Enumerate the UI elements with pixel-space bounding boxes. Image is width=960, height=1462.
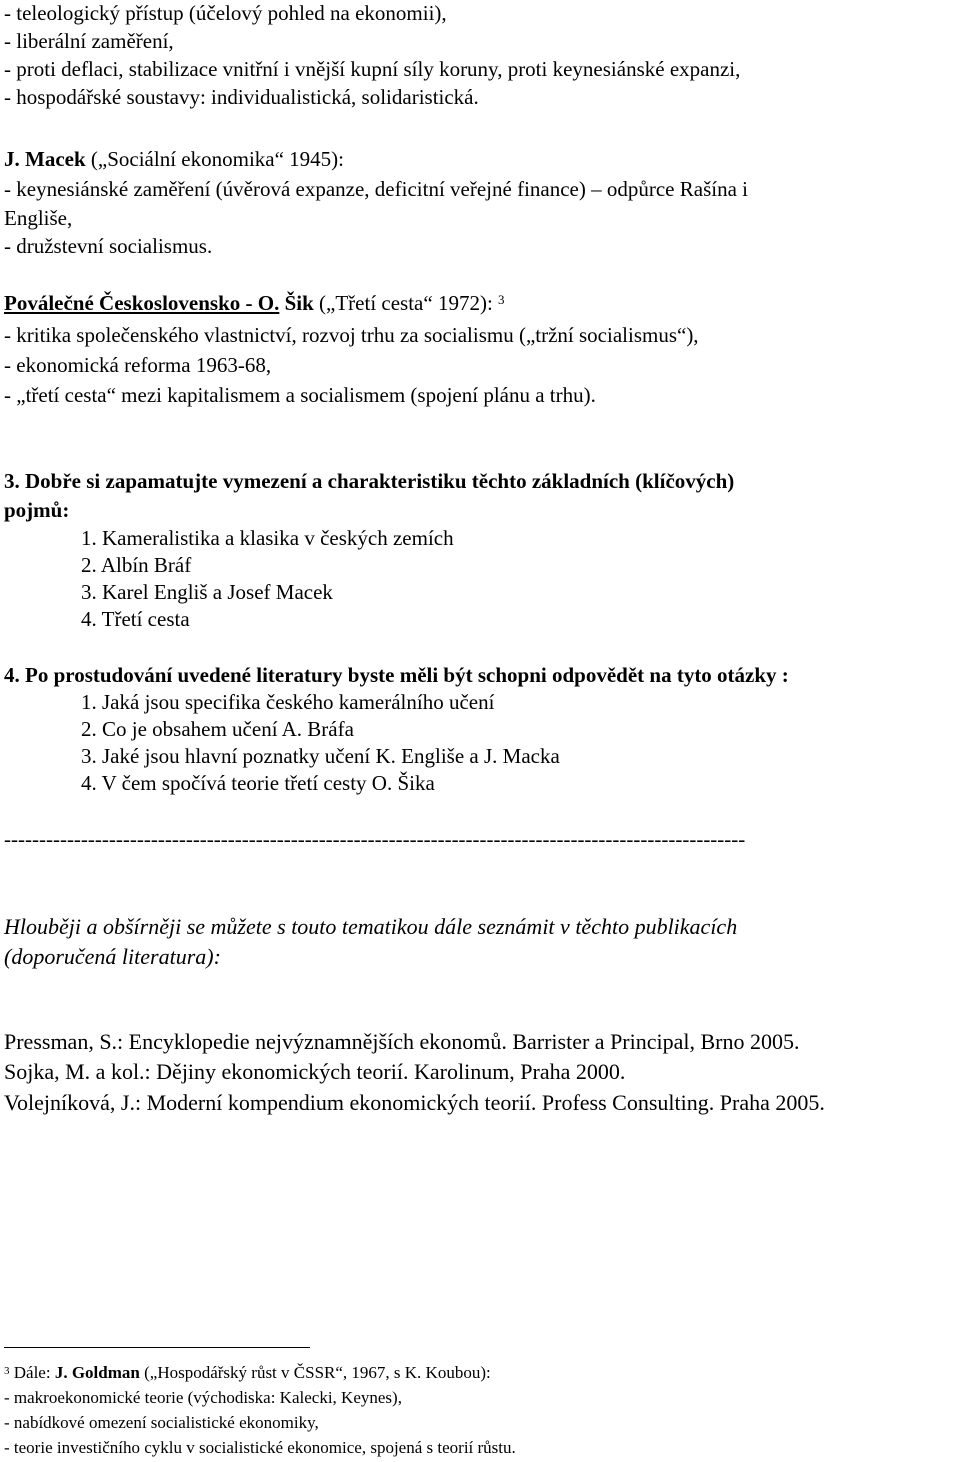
footnote-name: J. Goldman [54, 1363, 140, 1382]
footnote-prefix: Dále: [9, 1363, 55, 1382]
macek-heading [4, 146, 344, 172]
section3-item: 1. Kameralistika a klasika v českých zemích [81, 526, 454, 550]
footnote-number: 3 [4, 1365, 10, 1377]
sik-heading [4, 290, 505, 316]
section4-item: 1. Jaká jsou specifika českého kamerálního učení [81, 690, 495, 714]
sik-work: („Třetí cesta“ 1972): [313, 291, 499, 315]
sik-name: Šik [279, 291, 314, 315]
literature-entry: Sojka, M. a kol.: Dějiny ekonomických teorií. Karolinum, Praha 2000. [4, 1059, 626, 1084]
sik-item: - ekonomická reforma 1963-68, [4, 353, 272, 377]
macek-item: - družstevní socialismus. [4, 234, 213, 258]
section3-item: 2. Albín Bráf [81, 553, 192, 577]
intro-item: - proti deflaci, stabilizace vnitřní i vnější kupní síly koruny, proti keynesiánské expanzi, [4, 57, 741, 81]
section3-title-cont: pojmů: [4, 498, 70, 522]
section4-item: 3. Jaké jsou hlavní poznatky učení K. Engliše a J. Macka [81, 744, 560, 768]
footnote-work: („Hospodářský růst v ČSSR“, 1967, s K. Koubou): [139, 1363, 491, 1382]
section4-item: 2. Co je obsahem učení A. Bráfa [81, 717, 354, 741]
section4-title: 4. Po prostudování uvedené literatury byste měli být schopni odpovědět na tyto otázky : [4, 663, 789, 687]
section4-item: 4. V čem spočívá teorie třetí cesty O. Šika [81, 771, 435, 795]
footnote-reference: 3 [498, 292, 505, 307]
sik-item: - „třetí cesta“ mezi kapitalismem a socialismem (spojení plánu a trhu). [4, 383, 596, 407]
section3-title: 3. Dobře si zapamatujte vymezení a charakteristiku těchto základních (klíčových) [4, 469, 735, 493]
footnote-heading [4, 1362, 491, 1384]
macek-name: J. Macek [4, 147, 86, 171]
section3-item: 3. Karel Engliš a Josef Macek [81, 580, 333, 604]
footnote-item: - makroekonomické teorie (východiska: Kalecki, Keynes), [4, 1388, 402, 1407]
intro-item: - teleologický přístup (účelový pohled na ekonomii), [4, 1, 447, 25]
footnote-item: - teorie investičního cyklu v socialistické ekonomice, spojená s teorií růstu. [4, 1438, 516, 1457]
footnote-item: - nabídkové omezení socialistické ekonomiky, [4, 1413, 319, 1432]
macek-item: Engliše, [4, 206, 73, 230]
sik-item: - kritika společenského vlastnictví, rozvoj trhu za socialismu („tržní socialismus“), [4, 323, 699, 347]
literature-intro-cont: (doporučená literatura): [4, 944, 221, 969]
intro-item: - hospodářské soustavy: individualistická, solidaristická. [4, 85, 479, 109]
footnote-rule [4, 1347, 310, 1348]
literature-entry: Volejníková, J.: Moderní kompendium ekonomických teorií. Profess Consulting. Praha 2005. [4, 1090, 825, 1115]
dashed-separator: ---------------------------------------------------------------------------------------------------------- [4, 827, 746, 851]
macek-work: („Sociální ekonomika“ 1945): [85, 147, 345, 171]
sik-section-heading: Poválečné Československo - O. [4, 291, 280, 315]
macek-item: - keynesiánské zaměření (úvěrová expanze, deficitní veřejné finance) – odpůrce Rašína i [4, 177, 748, 201]
intro-item: - liberální zaměření, [4, 29, 174, 53]
literature-intro: Hlouběji a obšírněji se můžete s touto tematikou dále seznámit v těchto publikacích [4, 914, 738, 939]
section3-item: 4. Třetí cesta [81, 607, 190, 631]
literature-entry: Pressman, S.: Encyklopedie nejvýznamnějších ekonomů. Barrister a Principal, Brno 2005. [4, 1029, 800, 1054]
